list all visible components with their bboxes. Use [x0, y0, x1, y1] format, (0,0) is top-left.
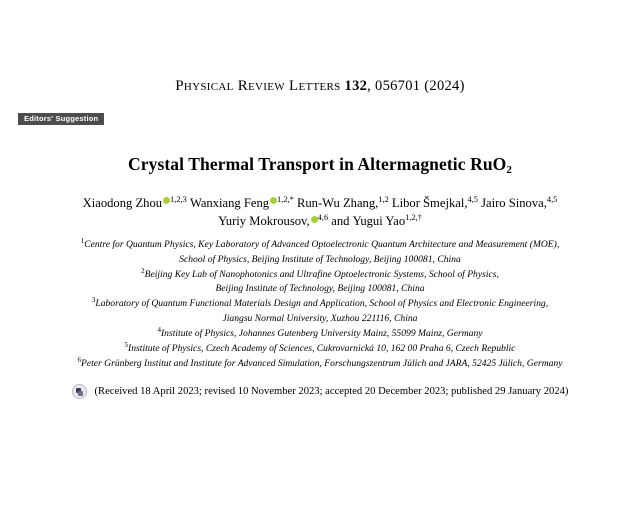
affiliation-text: Institute of Physics, Johannes Gutenberg University Mainz, 55099 Mainz, Germany: [160, 328, 483, 340]
publication-dates-row: [0, 384, 640, 399]
affiliation-marker: 3: [91, 296, 96, 305]
author-name[interactable]: Wanxiang Feng: [189, 196, 270, 211]
journal-header: [0, 78, 640, 95]
affiliation-text: Beijing Institute of Technology, Beijing 100081, China: [215, 283, 425, 295]
page-title-subscript: 2: [506, 164, 512, 176]
crossmark-icon[interactable]: [72, 384, 87, 399]
affiliation-item: [26, 326, 614, 341]
affiliation-text: School of Physics, Beijing Institute of Technology, Beijing 100081, China: [179, 253, 461, 265]
orcid-icon[interactable]: [270, 197, 277, 204]
affiliation-marker: 6: [77, 355, 81, 364]
journal-name: Physical Review Letters: [175, 78, 341, 94]
author-affiliation-marker: 1,2: [378, 195, 389, 204]
author-affiliation-marker: 1,2,*: [277, 195, 294, 204]
editors-suggestion-badge[interactable]: Editors' Suggestion: [18, 113, 104, 126]
page-title: [0, 154, 640, 176]
affiliation-item: [26, 341, 614, 356]
affiliation-item: [26, 296, 614, 311]
journal-comma: ,: [367, 78, 376, 94]
author-name[interactable]: Run-Wu Zhang,: [296, 196, 379, 211]
affiliation-text: Peter Grünberg Institut and Institute for Advanced Simulation, Forschungszentrum Jülich and JARA, 52425 Jülich, Germany: [81, 357, 563, 369]
author-name[interactable]: Jairo Sinova,: [481, 196, 547, 211]
affiliation-item: [26, 311, 614, 326]
author-affiliation-marker: 1,2,†: [405, 213, 422, 223]
author-affiliation-marker: 4,6: [317, 213, 329, 223]
affiliation-marker: 1: [80, 236, 85, 245]
author-affiliation-marker: 4,5: [546, 195, 558, 204]
affiliation-marker: 2: [141, 266, 145, 275]
affiliation-item: [26, 281, 614, 296]
affiliation-text: Jiangsu Normal University, Xuzhou 221116, China: [222, 313, 418, 325]
badge-row: [0, 108, 640, 126]
affiliation-text: Laboratory of Quantum Functional Materials Design and Application, School of Physics and Electronic Engineering,: [95, 298, 549, 310]
affiliation-marker: 4: [157, 325, 161, 334]
paper-page: [0, 78, 640, 505]
publication-dates: (Received 18 April 2023; revised 10 November 2023; accepted 20 December 2023; published 29 January 2024): [94, 386, 569, 398]
author-name[interactable]: Yugui Yao: [352, 214, 406, 229]
journal-article-number: 056701: [375, 78, 421, 94]
author-name[interactable]: Libor Šmejkal,: [391, 196, 468, 211]
author-affiliation-marker: 4,5: [467, 195, 478, 204]
orcid-icon[interactable]: [163, 197, 170, 204]
affiliation-marker: 5: [124, 340, 129, 349]
author-name[interactable]: Xiaodong Zhou: [82, 196, 163, 211]
affiliation-item: [26, 252, 614, 267]
author-conjunction: and: [331, 214, 350, 229]
affiliation-item: [26, 356, 614, 371]
affiliation-text: Beijing Key Lab of Nanophotonics and Ultrafine Optoelectronic Systems, School of Physics,: [144, 268, 499, 280]
journal-volume: 132: [344, 78, 368, 94]
affiliation-item: [26, 267, 614, 282]
author-affiliation-marker: 1,2,3: [170, 195, 187, 204]
affiliation-text: Institute of Physics, Czech Academy of Sciences, Cukrovarnická 10, 162 00 Praha 6, Czech Republic: [128, 342, 516, 354]
author-name[interactable]: Yuriy Mokrousov,: [218, 214, 310, 229]
page-title-text: Crystal Thermal Transport in Altermagnetic RuO: [127, 154, 507, 174]
affiliation-item: [26, 237, 614, 252]
journal-year: (2024): [424, 78, 465, 94]
orcid-icon[interactable]: [311, 216, 318, 223]
affiliation-list: [0, 237, 640, 371]
affiliation-text: Centre for Quantum Physics, Key Laboratory of Advanced Optoelectronic Quantum Architecture and Measurement (MOE),: [84, 239, 560, 251]
author-list: [0, 194, 640, 231]
